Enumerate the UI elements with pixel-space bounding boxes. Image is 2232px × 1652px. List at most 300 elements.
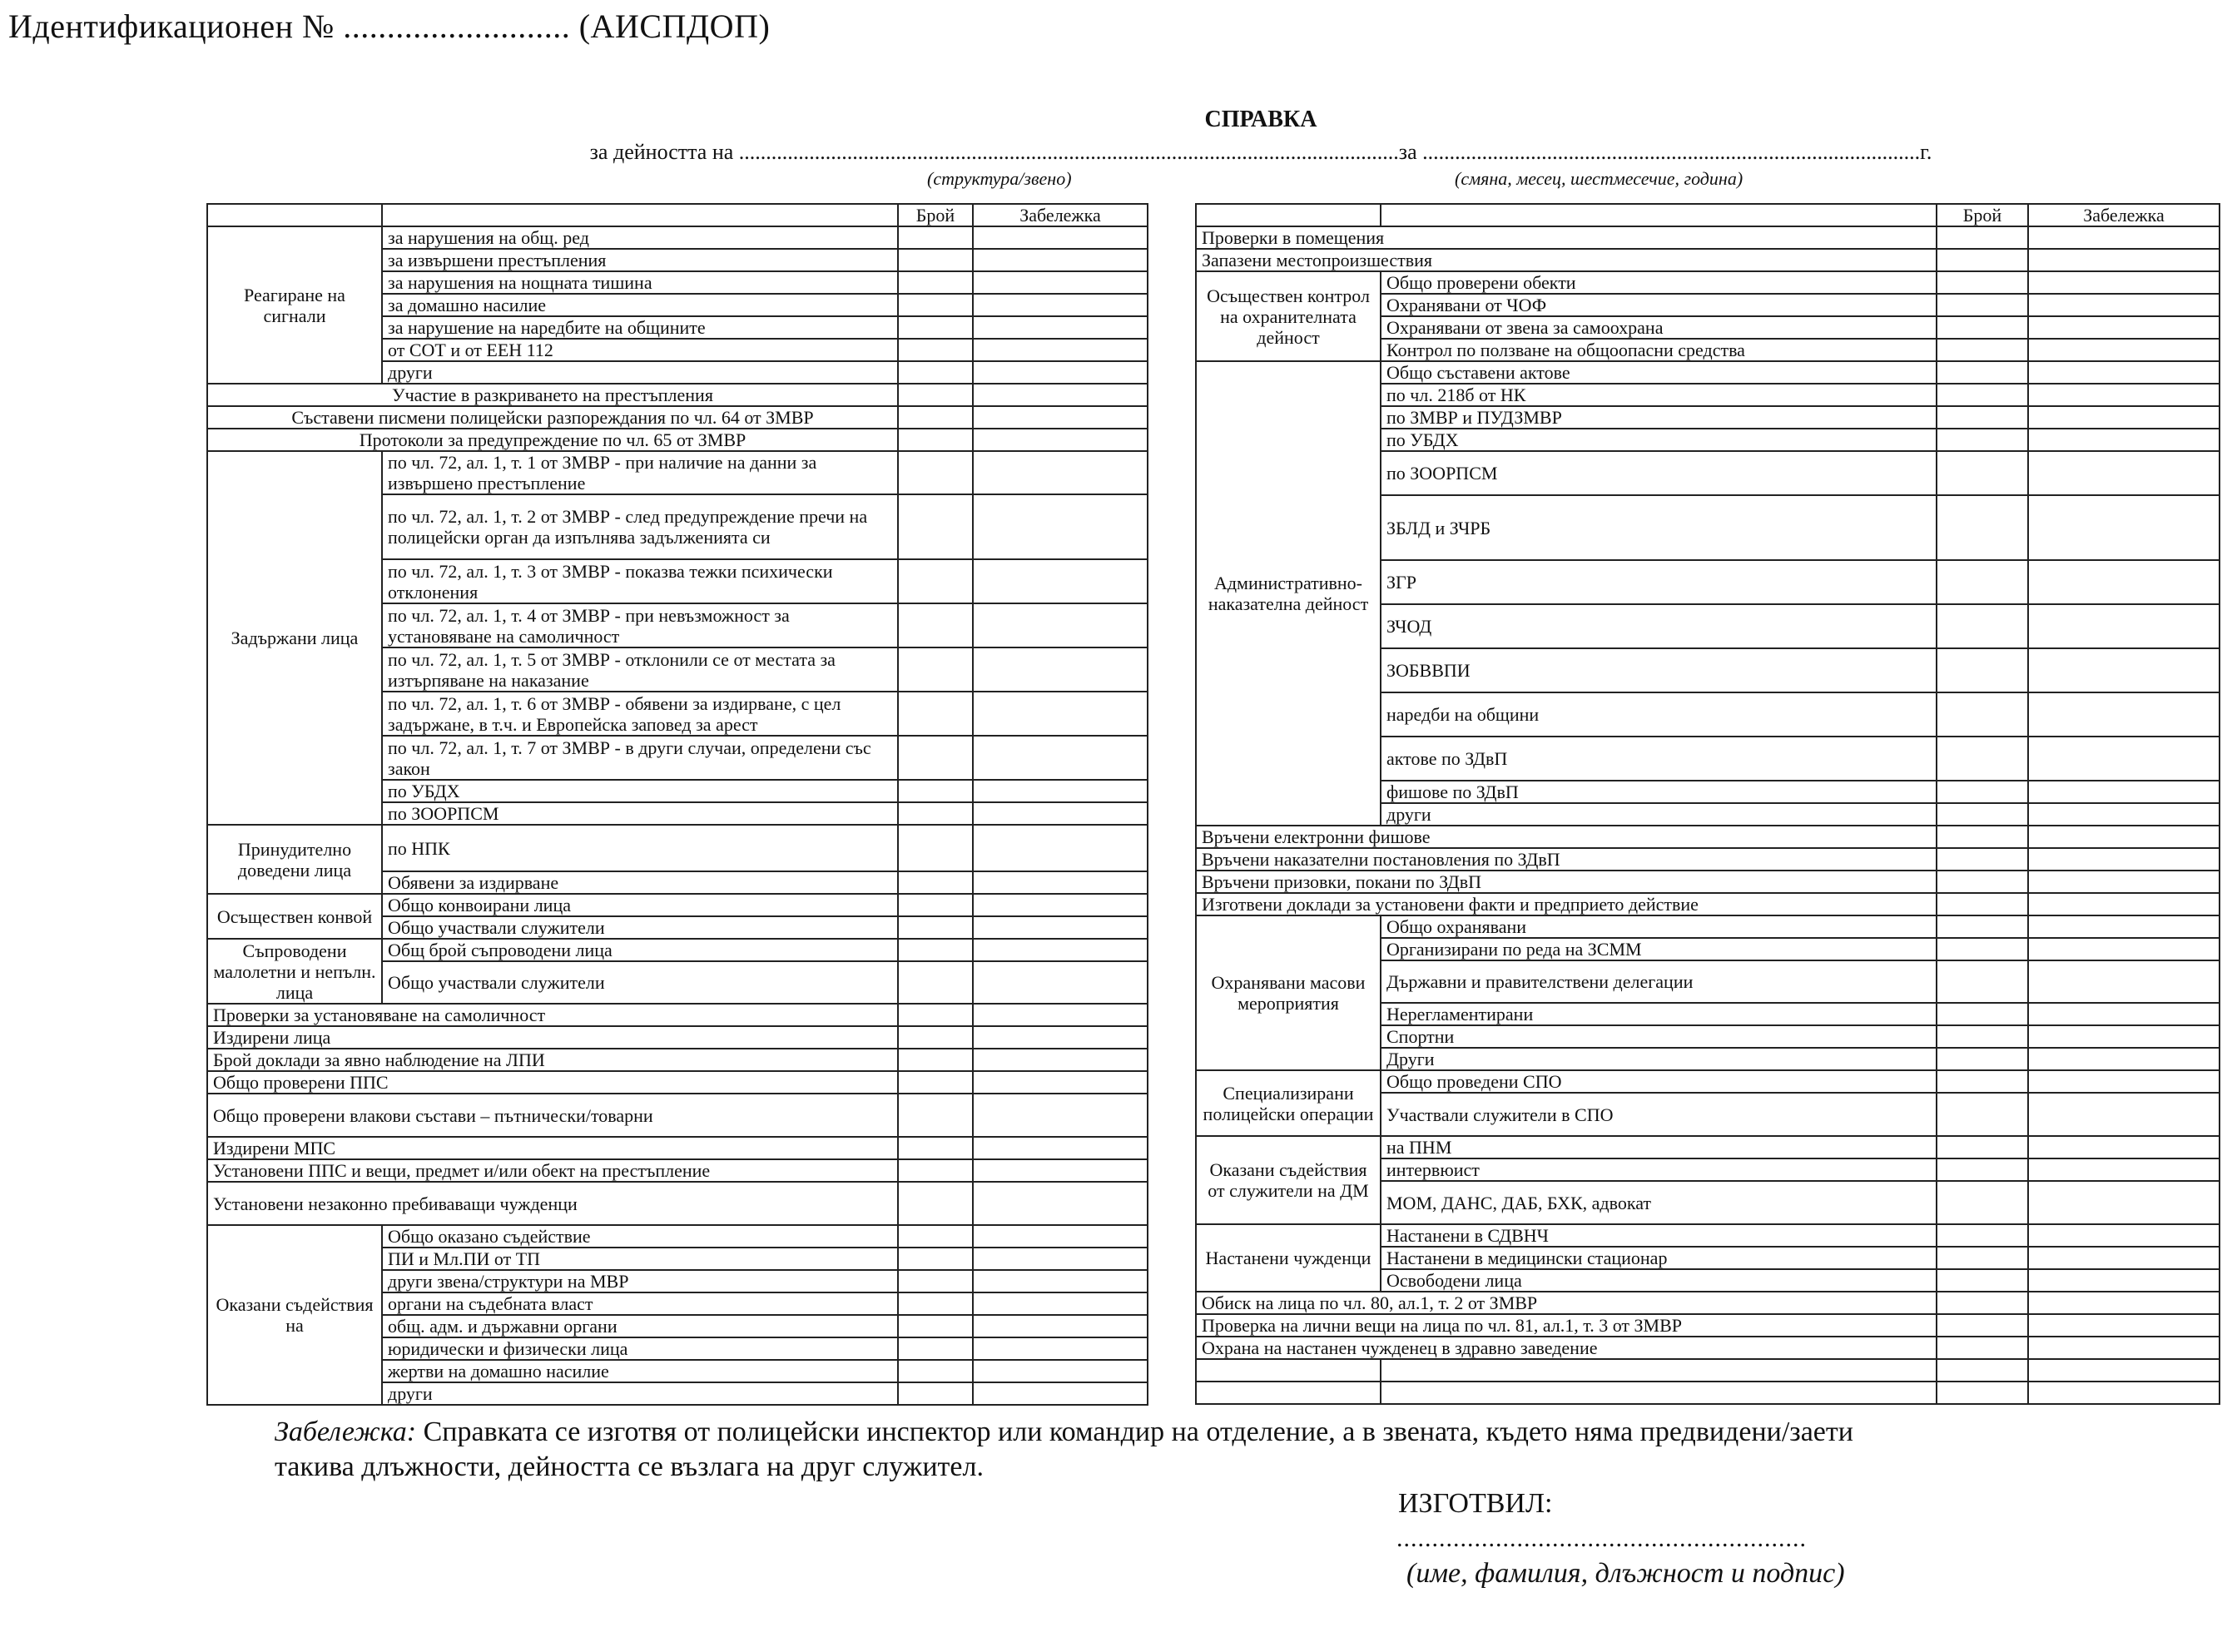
count-cell[interactable] [1937,848,2028,871]
item-label: фишове по ЗДвП [1381,781,1937,803]
right-activity-table [1195,203,2220,1405]
item-label: други [1381,803,1937,826]
item-label: МОМ, ДАНС, ДАБ, БХК, адвокат [1381,1181,1937,1224]
remark-cell[interactable] [973,894,1148,916]
year-suffix: г. [1920,140,1932,164]
count-cell[interactable] [1937,1181,2028,1224]
count-cell[interactable] [1937,1269,2028,1292]
table-row [1196,1359,2220,1382]
count-cell[interactable] [898,1225,973,1248]
item-label: по ЗООРПСМ [1381,451,1937,495]
count-cell[interactable] [1937,1070,2028,1093]
table-row [207,406,1148,429]
remark-cell[interactable] [973,1292,1148,1315]
count-cell[interactable] [1937,294,2028,316]
count-cell[interactable] [1937,406,2028,429]
count-cell[interactable] [898,1004,973,1026]
count-cell[interactable] [898,1049,973,1071]
count-cell[interactable] [898,603,973,647]
remark-cell[interactable] [2028,826,2220,848]
count-cell[interactable] [898,384,973,406]
count-cell[interactable] [1937,1292,2028,1314]
item-label: Освободени лица [1381,1269,1937,1292]
count-cell[interactable] [1937,737,2028,781]
remark-cell[interactable] [2028,316,2220,339]
remark-cell[interactable] [973,1337,1148,1360]
count-cell[interactable] [1937,826,2028,848]
remark-cell[interactable] [2028,1093,2220,1136]
group-label: Настанени чужденци [1196,1224,1381,1292]
item-label: Спортни [1381,1025,1937,1048]
group-label: Охранявани масови мероприятия [1196,915,1381,1070]
item-label: ЗГР [1381,560,1937,604]
row-label: Връчени електронни фишове [1196,826,1937,848]
row-label: Съставени писмени полицейски разпореждания по чл. 64 от ЗМВР [207,406,898,429]
item-label: от СОТ и от ЕЕН 112 [382,339,898,361]
remark-cell[interactable] [2028,249,2220,271]
count-cell[interactable] [898,825,973,871]
count-cell[interactable] [1937,1359,2028,1382]
item-label: на ПНМ [1381,1136,1937,1158]
table-row [207,1137,1148,1159]
count-cell[interactable] [1937,1247,2028,1269]
prepared-by-label: ИЗГОТВИЛ: [1398,1488,1553,1519]
remark-cell[interactable] [973,1071,1148,1094]
header-blank-cell [1196,204,1381,226]
remark-cell[interactable] [973,825,1148,871]
remark-cell[interactable] [973,1094,1148,1137]
count-cell[interactable] [898,802,973,825]
table-row [207,1071,1148,1094]
item-label: Държавни и правителствени делегации [1381,960,1937,1003]
table-row [1196,1070,2220,1093]
table-row [1196,1136,2220,1158]
remark-cell[interactable] [2028,339,2220,361]
remark-cell[interactable] [973,1225,1148,1248]
item-label: Охранявани от ЧОФ [1381,294,1937,316]
group-label: Задържани лица [207,451,382,825]
count-cell[interactable] [898,1159,973,1182]
count-cell[interactable] [1937,1224,2028,1247]
item-label: по чл. 72, ал. 1, т. 6 от ЗМВР - обявени за издирване, с цел задържане, в т.ч. и Европейска заповед за арест [382,692,898,736]
table-row [207,1049,1148,1071]
item-label: Общо проверени обекти [1381,271,1937,294]
count-cell[interactable] [1937,560,2028,604]
table-row [1196,271,2220,294]
group-label: Оказани съдействия на [207,1225,382,1405]
remark-cell[interactable] [2028,1158,2220,1181]
remark-cell[interactable] [2028,495,2220,560]
remark-cell[interactable] [973,384,1148,406]
table-row [1196,871,2220,893]
item-label: за нарушение на наредбите на общините [382,316,898,339]
group-label: Осъществен контрол на охранителната дейност [1196,271,1381,361]
table-row [207,1004,1148,1026]
remark-paragraph [275,1415,2230,1450]
remark-cell[interactable] [973,1360,1148,1382]
remark-cell[interactable] [973,736,1148,780]
count-cell[interactable] [898,339,973,361]
count-cell[interactable] [1937,915,2028,938]
remark-cell[interactable] [973,603,1148,647]
remark-cell[interactable] [973,871,1148,894]
count-cell[interactable] [1937,803,2028,826]
item-label: по ЗООРПСМ [382,802,898,825]
item-label: по чл. 72, ал. 1, т. 7 от ЗМВР - в други случаи, определени със закон [382,736,898,780]
table-row [207,1094,1148,1137]
count-cell[interactable] [898,894,973,916]
remark-cell[interactable] [2028,938,2220,960]
item-label: по ЗМВР и ПУДЗМВР [1381,406,1937,429]
remark-cell[interactable] [2028,1382,2220,1404]
remark-cell[interactable] [2028,1359,2220,1382]
count-cell[interactable] [898,429,973,451]
item-label: по чл. 72, ал. 1, т. 5 от ЗМВР - отклонили се от местата за изтърпяване на наказание [382,647,898,692]
remark-cell[interactable] [2028,384,2220,406]
blank-label-cell[interactable] [1381,1382,1937,1404]
row-label: Връчени наказателни постановления по ЗДвП [1196,848,1937,871]
count-cell[interactable] [898,1270,973,1292]
count-cell[interactable] [1937,692,2028,737]
table-row [1196,361,2220,384]
item-label: Общ брой съпроводени лица [382,939,898,961]
row-label: Връчени призовки, покани по ЗДвП [1196,871,1937,893]
count-cell[interactable] [898,451,973,494]
table-row [1196,1382,2220,1404]
row-label: Запазени местопроизшествия [1196,249,1937,271]
count-cell[interactable] [898,226,973,249]
count-cell[interactable] [1937,1136,2028,1158]
remark-cell[interactable] [973,916,1148,939]
count-cell[interactable] [1937,893,2028,915]
item-label: Охранявани от звена за самоохрана [1381,316,1937,339]
item-label: по чл. 72, ал. 1, т. 3 от ЗМВР - показва тежки психически отклонения [382,559,898,603]
item-label: жертви на домашно насилие [382,1360,898,1382]
count-column-header: Брой [1937,204,2028,226]
remark-cell[interactable] [2028,803,2220,826]
item-label: по УБДХ [382,780,898,802]
blank-label-cell[interactable] [1196,1359,1381,1382]
item-label: ЗЧОД [1381,604,1937,648]
remark-cell[interactable] [973,361,1148,384]
item-label: за извършени престъпления [382,249,898,271]
period-fill-line[interactable]: ............................................................................................ [1422,140,1921,164]
remark-cell[interactable] [2028,294,2220,316]
count-cell[interactable] [1937,960,2028,1003]
activity-prefix: за дейността на [589,140,734,164]
remark-cell[interactable] [973,1049,1148,1071]
remark-cell[interactable] [2028,1269,2220,1292]
count-cell[interactable] [898,1248,973,1270]
count-cell[interactable] [1937,938,2028,960]
remark-cell[interactable] [973,802,1148,825]
item-label: за нарушения на нощната тишина [382,271,898,294]
group-label: Принудително доведени лица [207,825,382,894]
remark-column-header: Забележка [2028,204,2220,226]
count-cell[interactable] [898,1292,973,1315]
count-cell[interactable] [898,1315,973,1337]
item-label: Организирани по реда на ЗСММ [1381,938,1937,960]
table-row [1196,226,2220,249]
table-row [207,939,1148,961]
table-row [1196,1337,2220,1359]
count-cell[interactable] [1937,451,2028,495]
remark-cell[interactable] [2028,692,2220,737]
row-label: Проверки в помещения [1196,226,1937,249]
group-label: Реагиране на сигнали [207,226,382,384]
structure-fill-line[interactable]: .......................................................................................................................... [738,140,1399,164]
remark-cell[interactable] [2028,1247,2220,1269]
remark-cell[interactable] [2028,604,2220,648]
count-cell[interactable] [1937,604,2028,648]
remark-label: Забележка: [275,1416,417,1447]
count-cell[interactable] [898,961,973,1004]
table-header-row [1196,204,2220,226]
count-column-header: Брой [898,204,973,226]
count-cell[interactable] [898,780,973,802]
blank-label-cell[interactable] [1381,1359,1937,1382]
count-cell[interactable] [1937,226,2028,249]
item-label: по чл. 72, ал. 1, т. 1 от ЗМВР - при наличие на данни за извършено престъпление [382,451,898,494]
item-label: по чл. 72, ал. 1, т. 4 от ЗМВР - при невъзможност за установяване на самоличност [382,603,898,647]
table-row [1196,893,2220,915]
group-label: Административно-наказателна дейност [1196,361,1381,826]
remark-cell[interactable] [2028,226,2220,249]
count-cell[interactable] [898,1360,973,1382]
count-cell[interactable] [898,1137,973,1159]
count-cell[interactable] [898,1071,973,1094]
remark-cell[interactable] [2028,1048,2220,1070]
group-label: Съпроводени малолетни и непълн. лица [207,939,382,1004]
item-label: Общо проведени СПО [1381,1070,1937,1093]
item-label: юридически и физически лица [382,1337,898,1360]
remark-cell[interactable] [2028,893,2220,915]
count-cell[interactable] [1937,1093,2028,1136]
count-cell[interactable] [898,494,973,559]
count-cell[interactable] [1937,429,2028,451]
remark-cell[interactable] [2028,960,2220,1003]
remark-cell[interactable] [2028,1292,2220,1314]
item-label: ЗБЛД и ЗЧРБ [1381,495,1937,560]
count-cell[interactable] [898,939,973,961]
row-label: Обиск на лица по чл. 80, ал.1, т. 2 от ЗМВР [1196,1292,1937,1314]
count-cell[interactable] [898,871,973,894]
remark-cell[interactable] [2028,915,2220,938]
count-cell[interactable] [898,406,973,429]
left-activity-table [206,203,1148,1406]
remark-cell[interactable] [973,1248,1148,1270]
count-cell[interactable] [898,249,973,271]
remark-cell[interactable] [973,647,1148,692]
row-label: Брой доклади за явно наблюдение на ЛПИ [207,1049,898,1071]
structure-caption: (структура/звено) [927,168,1072,189]
count-cell[interactable] [898,736,973,780]
remark-cell[interactable] [2028,1070,2220,1093]
remark-cell[interactable] [973,226,1148,249]
item-label: ПИ и Мл.ПИ от ТП [382,1248,898,1270]
remark-cell[interactable] [973,1315,1148,1337]
remark-cell[interactable] [973,316,1148,339]
remark-cell[interactable] [2028,1025,2220,1048]
count-cell[interactable] [898,647,973,692]
remark-cell[interactable] [973,494,1148,559]
count-cell[interactable] [1937,1314,2028,1337]
item-label: Настанени в медицински стационар [1381,1247,1937,1269]
table-row [207,1026,1148,1049]
period-caption: (смяна, месец, шестмесечие, година) [1455,168,1743,189]
remark-cell[interactable] [2028,871,2220,893]
item-label: ЗОБВВПИ [1381,648,1937,692]
table-row [207,894,1148,916]
signature-caption: (име, фамилия, длъжност и подпис) [1406,1558,1845,1589]
table-row [207,384,1148,406]
table-row [207,825,1148,871]
count-cell[interactable] [898,1382,973,1405]
remark-cell[interactable] [973,692,1148,736]
row-label: Участие в разкриването на престъпления [207,384,898,406]
item-label: по НПК [382,825,898,871]
remark-cell[interactable] [973,961,1148,1004]
table-row [1196,848,2220,871]
remark-cell[interactable] [973,1137,1148,1159]
count-cell[interactable] [898,559,973,603]
count-cell[interactable] [1937,1337,2028,1359]
signature-fill-line[interactable]: .......................................................... [1396,1525,1807,1552]
table-row [207,451,1148,494]
count-cell[interactable] [898,1337,973,1360]
remark-cell[interactable] [2028,737,2220,781]
remark-cell[interactable] [2028,429,2220,451]
item-label: Общо оказано съдействие [382,1225,898,1248]
row-label: Охрана на настанен чужденец в здравно заведение [1196,1337,1937,1359]
remark-cell[interactable] [973,780,1148,802]
count-cell[interactable] [1937,648,2028,692]
remark-cell[interactable] [973,451,1148,494]
remark-cell[interactable] [2028,781,2220,803]
count-cell[interactable] [1937,871,2028,893]
count-cell[interactable] [1937,1382,2028,1404]
row-label: Изготвени доклади за установени факти и предприето действие [1196,893,1937,915]
table-row [1196,915,2220,938]
header-blank-cell [1381,204,1937,226]
table-row [1196,1224,2220,1247]
count-cell[interactable] [898,316,973,339]
count-cell[interactable] [898,692,973,736]
item-label: общ. адм. и държавни органи [382,1315,898,1337]
remark-cell[interactable] [973,1004,1148,1026]
count-cell[interactable] [1937,495,2028,560]
remark-cell[interactable] [2028,1224,2220,1247]
count-cell[interactable] [898,294,973,316]
item-label: интервюист [1381,1158,1937,1181]
count-cell[interactable] [1937,1048,2028,1070]
count-cell[interactable] [898,916,973,939]
count-cell[interactable] [1937,271,2028,294]
item-label: Обявени за издирване [382,871,898,894]
remark-cell[interactable] [2028,648,2220,692]
row-label: Издирени лица [207,1026,898,1049]
count-cell[interactable] [1937,1158,2028,1181]
item-label: за домашно насилие [382,294,898,316]
remark-cell[interactable] [973,1182,1148,1225]
table-row [207,1225,1148,1248]
remark-cell[interactable] [973,939,1148,961]
item-label: по чл. 218б от НК [1381,384,1937,406]
remark-cell[interactable] [2028,271,2220,294]
count-cell[interactable] [898,1026,973,1049]
identification-line: Идентификационен № .......................... (АИСПДОП) [8,7,771,45]
count-cell[interactable] [1937,316,2028,339]
remark-cell[interactable] [973,271,1148,294]
count-cell[interactable] [1937,1003,2028,1025]
remark-cell[interactable] [973,1270,1148,1292]
item-label: Контрол по ползване на общоопасни средства [1381,339,1937,361]
count-cell[interactable] [1937,249,2028,271]
group-label: Осъществен конвой [207,894,382,939]
count-cell[interactable] [1937,361,2028,384]
remark-cell[interactable] [2028,1314,2220,1337]
count-cell[interactable] [1937,781,2028,803]
item-label: Настанени в СДВНЧ [1381,1224,1937,1247]
row-label: Общо проверени ППС [207,1071,898,1094]
remark-cell[interactable] [973,429,1148,451]
count-cell[interactable] [1937,384,2028,406]
item-label: Нерегламентирани [1381,1003,1937,1025]
remark-cell[interactable] [973,559,1148,603]
group-label: Оказани съдействия от служители на ДМ [1196,1136,1381,1224]
remark-text: Справката се изготвя от полицейски инспектор или командир на отделение, а в звената, където няма предвидени/заети [423,1416,1853,1447]
row-label: Проверка на лични вещи на лица по чл. 81, ал.1, т. 3 от ЗМВР [1196,1314,1937,1337]
remark-cell[interactable] [2028,1337,2220,1359]
item-label: Общо съставени актове [1381,361,1937,384]
remark-cell[interactable] [2028,361,2220,384]
count-cell[interactable] [1937,339,2028,361]
remark-cell[interactable] [973,339,1148,361]
activity-line [0,140,2232,165]
item-label: Общо участвали служители [382,961,898,1004]
item-label: Участвали служители в СПО [1381,1093,1937,1136]
item-label: по УБДХ [1381,429,1937,451]
row-label: Издирени МПС [207,1137,898,1159]
remark-cell[interactable] [973,1026,1148,1049]
remark-cell[interactable] [2028,848,2220,871]
remark-cell[interactable] [2028,451,2220,495]
count-cell[interactable] [898,271,973,294]
remark-cell[interactable] [973,249,1148,271]
remark-cell[interactable] [973,294,1148,316]
blank-label-cell[interactable] [1196,1382,1381,1404]
item-label: други [382,1382,898,1405]
remark-cell[interactable] [2028,1003,2220,1025]
remark-cell[interactable] [2028,1136,2220,1158]
remark-cell[interactable] [2028,560,2220,604]
table-row [1196,249,2220,271]
count-cell[interactable] [898,361,973,384]
remark-cell[interactable] [2028,1181,2220,1224]
item-label: Общо охранявани [1381,915,1937,938]
group-label: Специализирани полицейски операции [1196,1070,1381,1136]
count-cell[interactable] [1937,1025,2028,1048]
remark-cell[interactable] [973,406,1148,429]
count-cell[interactable] [898,1094,973,1137]
remark-cell[interactable] [973,1382,1148,1405]
row-label: Установени незаконно пребиваващи чужденци [207,1182,898,1225]
table-header-row [207,204,1148,226]
count-cell[interactable] [898,1182,973,1225]
remark-cell[interactable] [2028,406,2220,429]
remark-cell[interactable] [973,1159,1148,1182]
item-label: други звена/структури на МВР [382,1270,898,1292]
